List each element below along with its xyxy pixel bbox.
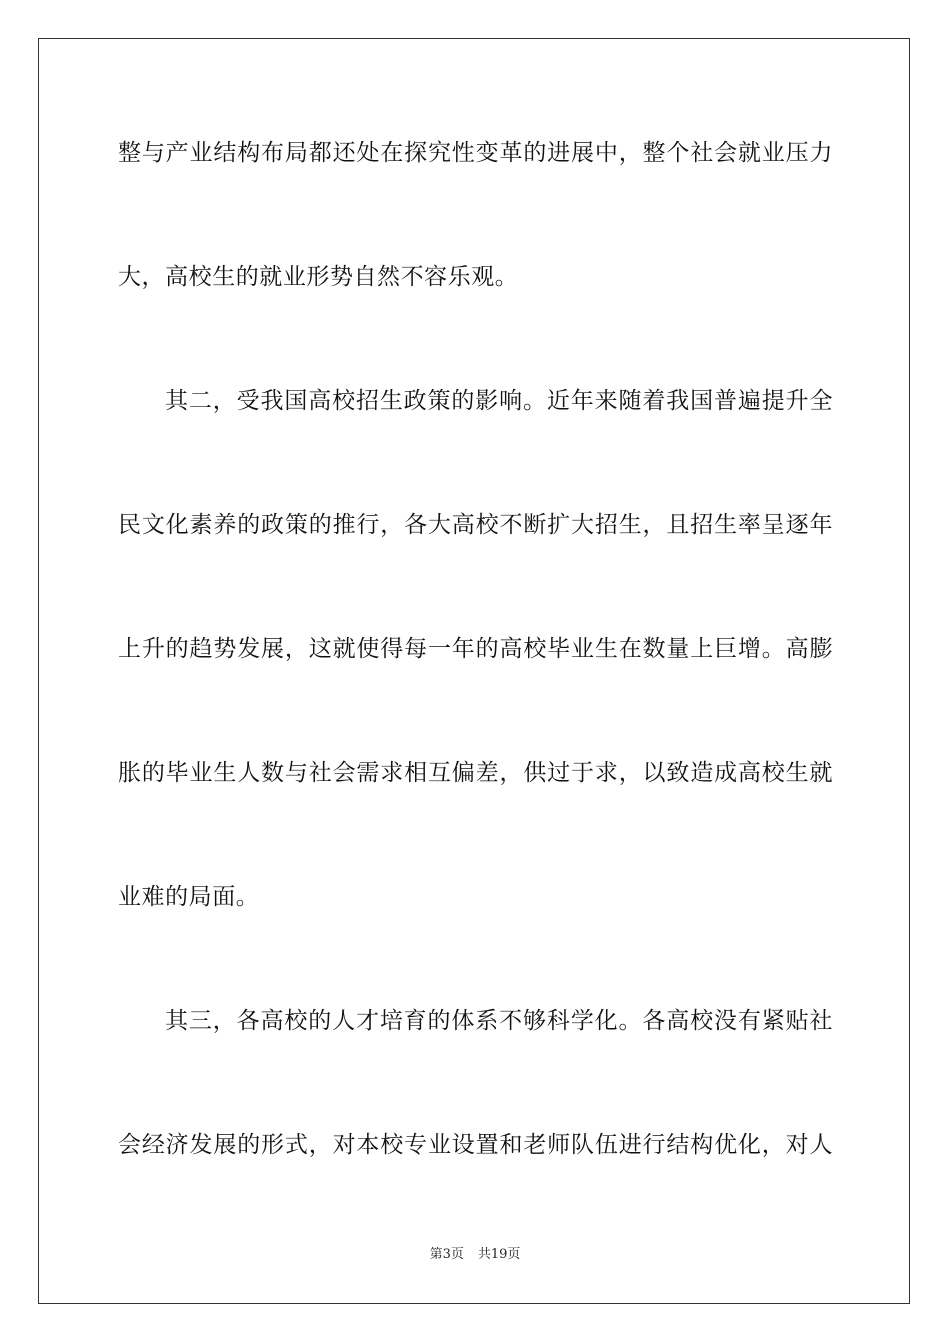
text-line: 胀的毕业生人数与社会需求相互偏差，供过于求，以致造成高校生就 <box>118 760 833 786</box>
paragraph-start-line: 其三，各高校的人才培育的体系不够科学化。各高校没有紧贴社 <box>165 1008 833 1034</box>
text-line: 上升的趋势发展，这就使得每一年的高校毕业生在数量上巨增。高膨 <box>118 636 833 662</box>
page-border <box>38 38 910 1304</box>
page-number: 第3页 <box>429 1247 464 1262</box>
text-line: 整与产业结构布局都还处在探究性变革的进展中，整个社会就业压力 <box>118 140 833 166</box>
page-total: 共19页 <box>477 1247 521 1262</box>
page-footer <box>0 1246 950 1264</box>
text-line: 业难的局面。 <box>118 884 260 910</box>
text-line: 会经济发展的形式，对本校专业设置和老师队伍进行结构优化，对人 <box>118 1132 833 1158</box>
text-line: 大，高校生的就业形势自然不容乐观。 <box>118 264 519 290</box>
paragraph-start-line: 其二，受我国高校招生政策的影响。近年来随着我国普遍提升全 <box>165 388 833 414</box>
text-line: 民文化素养的政策的推行，各大高校不断扩大招生，且招生率呈逐年 <box>118 512 833 538</box>
